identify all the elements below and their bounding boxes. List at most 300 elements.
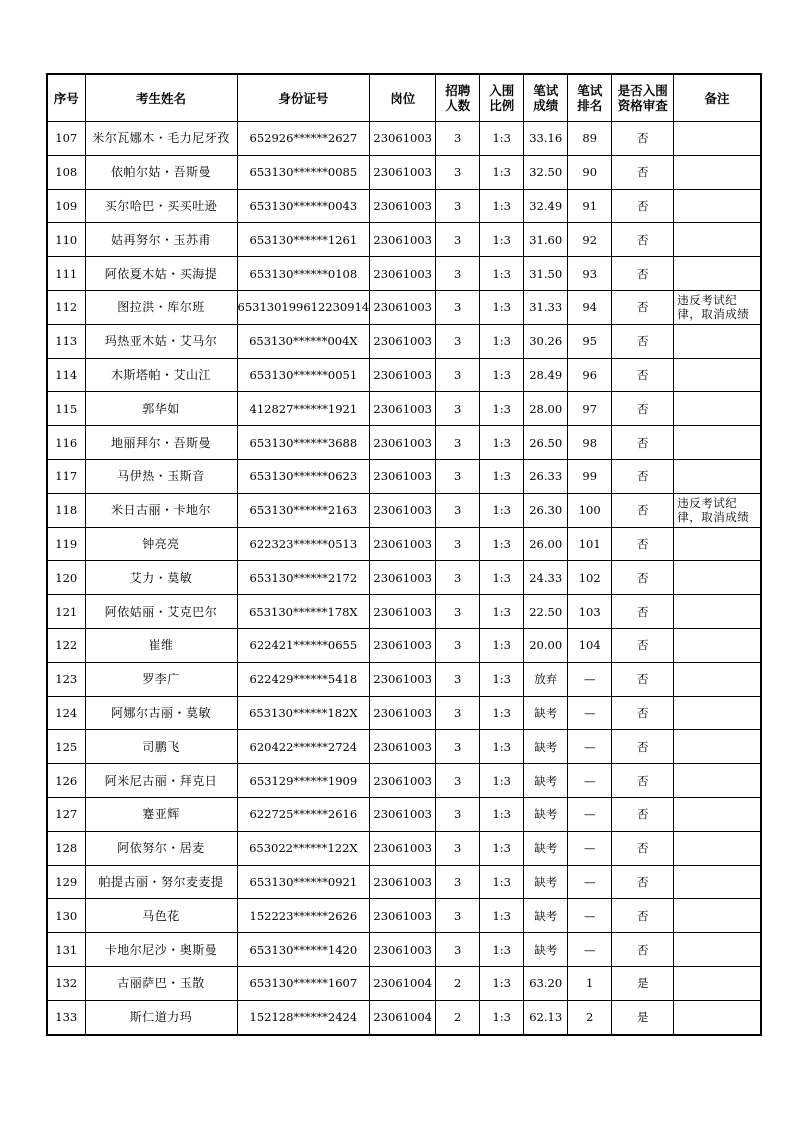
header-row (47, 74, 761, 122)
row-ratio-cell: 1:3 (480, 933, 524, 967)
table-row (47, 1000, 761, 1034)
row-ratio-cell: 1:3 (480, 1000, 524, 1034)
row-written-score-cell: 20.00 (524, 628, 568, 662)
row-hiring-count-cell: 3 (436, 358, 480, 392)
row-position-cell: 23061003 (370, 392, 436, 426)
row-qualified-cell: 否 (612, 628, 674, 662)
row-ratio-cell: 1:3 (480, 493, 524, 527)
row-seq-cell: 108 (47, 155, 85, 189)
row-id-number-cell: 653130******2163 (237, 493, 370, 527)
row-hiring-count-cell: 3 (436, 223, 480, 257)
row-written-rank-cell: 104 (568, 628, 612, 662)
row-ratio-cell: 1:3 (480, 527, 524, 561)
row-seq-cell: 128 (47, 831, 85, 865)
row-written-rank-cell: — (568, 899, 612, 933)
row-remark-cell (674, 764, 761, 798)
row-written-rank-cell: 95 (568, 324, 612, 358)
row-position-cell: 23061003 (370, 493, 436, 527)
row-hiring-count-cell: 3 (436, 561, 480, 595)
row-hiring-count-cell: 3 (436, 324, 480, 358)
row-name-cell: 玛热亚木姑・艾马尔 (85, 324, 237, 358)
row-seq-cell: 127 (47, 797, 85, 831)
header-ratio: 入围 比例 (480, 74, 524, 122)
row-remark-cell (674, 223, 761, 257)
table-row (47, 155, 761, 189)
row-qualified-cell: 否 (612, 527, 674, 561)
row-qualified-cell: 否 (612, 290, 674, 324)
row-name-cell: 米尔瓦娜木・毛力尼牙孜 (85, 122, 237, 156)
row-written-score-cell: 26.33 (524, 459, 568, 493)
row-position-cell: 23061003 (370, 561, 436, 595)
row-ratio-cell: 1:3 (480, 358, 524, 392)
row-id-number-cell: 622421******0655 (237, 628, 370, 662)
row-position-cell: 23061004 (370, 1000, 436, 1034)
row-ratio-cell: 1:3 (480, 122, 524, 156)
row-ratio-cell: 1:3 (480, 459, 524, 493)
row-qualified-cell: 否 (612, 122, 674, 156)
row-id-number-cell: 622725******2616 (237, 797, 370, 831)
header-qualified: 是否入围 资格审查 (612, 74, 674, 122)
row-seq-cell: 122 (47, 628, 85, 662)
row-name-cell: 蹇亚辉 (85, 797, 237, 831)
row-id-number-cell: 152128******2424 (237, 1000, 370, 1034)
table-row (47, 966, 761, 1000)
row-name-cell: 马伊热・玉斯音 (85, 459, 237, 493)
row-written-score-cell: 22.50 (524, 595, 568, 629)
row-name-cell: 姑再努尔・玉苏甫 (85, 223, 237, 257)
row-qualified-cell: 否 (612, 189, 674, 223)
row-written-rank-cell: 98 (568, 426, 612, 460)
row-hiring-count-cell: 3 (436, 628, 480, 662)
row-remark-cell (674, 358, 761, 392)
row-name-cell: 艾力・莫敏 (85, 561, 237, 595)
row-remark-cell: 违反考试纪律，取消成绩 (674, 290, 761, 324)
row-written-rank-cell: 89 (568, 122, 612, 156)
row-written-rank-cell: — (568, 696, 612, 730)
row-seq-cell: 129 (47, 865, 85, 899)
row-hiring-count-cell: 3 (436, 933, 480, 967)
row-ratio-cell: 1:3 (480, 730, 524, 764)
row-qualified-cell: 否 (612, 595, 674, 629)
row-written-score-cell: 24.33 (524, 561, 568, 595)
row-written-rank-cell: — (568, 933, 612, 967)
table-row (47, 122, 761, 156)
table-row (47, 290, 761, 324)
row-position-cell: 23061003 (370, 223, 436, 257)
table-row (47, 223, 761, 257)
row-id-number-cell: 653130******1261 (237, 223, 370, 257)
row-ratio-cell: 1:3 (480, 223, 524, 257)
row-written-score-cell: 缺考 (524, 865, 568, 899)
row-hiring-count-cell: 2 (436, 966, 480, 1000)
row-written-rank-cell: — (568, 865, 612, 899)
row-position-cell: 23061003 (370, 189, 436, 223)
row-id-number-cell: 622323******0513 (237, 527, 370, 561)
row-ratio-cell: 1:3 (480, 561, 524, 595)
row-seq-cell: 118 (47, 493, 85, 527)
row-qualified-cell: 否 (612, 797, 674, 831)
row-position-cell: 23061003 (370, 797, 436, 831)
table-row (47, 392, 761, 426)
row-name-cell: 阿依姑丽・艾克巴尔 (85, 595, 237, 629)
row-id-number-cell: 412827******1921 (237, 392, 370, 426)
row-name-cell: 崔维 (85, 628, 237, 662)
row-position-cell: 23061003 (370, 595, 436, 629)
row-id-number-cell: 653130******3688 (237, 426, 370, 460)
row-id-number-cell: 653130******2172 (237, 561, 370, 595)
table-row (47, 933, 761, 967)
row-written-rank-cell: — (568, 797, 612, 831)
row-hiring-count-cell: 3 (436, 865, 480, 899)
row-written-score-cell: 28.00 (524, 392, 568, 426)
row-remark-cell (674, 527, 761, 561)
row-qualified-cell: 否 (612, 392, 674, 426)
row-id-number-cell: 653130199612230914 (237, 290, 370, 324)
row-written-score-cell: 33.16 (524, 122, 568, 156)
table-row (47, 730, 761, 764)
row-qualified-cell: 否 (612, 696, 674, 730)
row-id-number-cell: 622429******5418 (237, 662, 370, 696)
row-qualified-cell: 否 (612, 223, 674, 257)
table-row (47, 865, 761, 899)
row-id-number-cell: 653130******182X (237, 696, 370, 730)
row-written-score-cell: 32.49 (524, 189, 568, 223)
row-written-score-cell: 缺考 (524, 730, 568, 764)
row-remark-cell (674, 865, 761, 899)
row-hiring-count-cell: 2 (436, 1000, 480, 1034)
row-qualified-cell: 否 (612, 561, 674, 595)
row-position-cell: 23061003 (370, 324, 436, 358)
row-hiring-count-cell: 3 (436, 831, 480, 865)
row-hiring-count-cell: 3 (436, 155, 480, 189)
row-hiring-count-cell: 3 (436, 392, 480, 426)
row-id-number-cell: 653130******0051 (237, 358, 370, 392)
row-written-rank-cell: 103 (568, 595, 612, 629)
row-position-cell: 23061003 (370, 696, 436, 730)
row-name-cell: 阿娜尔古丽・莫敏 (85, 696, 237, 730)
row-remark-cell (674, 426, 761, 460)
row-ratio-cell: 1:3 (480, 628, 524, 662)
row-id-number-cell: 653130******004X (237, 324, 370, 358)
row-name-cell: 依帕尔姑・吾斯曼 (85, 155, 237, 189)
row-hiring-count-cell: 3 (436, 122, 480, 156)
row-remark-cell (674, 392, 761, 426)
row-seq-cell: 132 (47, 966, 85, 1000)
row-qualified-cell: 否 (612, 662, 674, 696)
row-qualified-cell: 否 (612, 730, 674, 764)
row-written-rank-cell: 92 (568, 223, 612, 257)
row-written-score-cell: 26.00 (524, 527, 568, 561)
row-written-rank-cell: — (568, 831, 612, 865)
row-position-cell: 23061003 (370, 764, 436, 798)
row-qualified-cell: 否 (612, 493, 674, 527)
row-ratio-cell: 1:3 (480, 189, 524, 223)
row-ratio-cell: 1:3 (480, 290, 524, 324)
table-row (47, 696, 761, 730)
row-id-number-cell: 653130******0623 (237, 459, 370, 493)
row-hiring-count-cell: 3 (436, 696, 480, 730)
row-written-score-cell: 缺考 (524, 899, 568, 933)
row-ratio-cell: 1:3 (480, 899, 524, 933)
row-written-score-cell: 30.26 (524, 324, 568, 358)
table-row (47, 797, 761, 831)
row-hiring-count-cell: 3 (436, 189, 480, 223)
header-hiring-count: 招聘 人数 (436, 74, 480, 122)
row-position-cell: 23061003 (370, 122, 436, 156)
header-seq: 序号 (47, 74, 85, 122)
row-written-score-cell: 26.50 (524, 426, 568, 460)
row-qualified-cell: 是 (612, 966, 674, 1000)
row-hiring-count-cell: 3 (436, 459, 480, 493)
row-ratio-cell: 1:3 (480, 392, 524, 426)
results-table (46, 73, 762, 1036)
row-remark-cell (674, 189, 761, 223)
row-written-score-cell: 缺考 (524, 696, 568, 730)
row-seq-cell: 115 (47, 392, 85, 426)
row-remark-cell (674, 797, 761, 831)
row-remark-cell (674, 933, 761, 967)
row-seq-cell: 126 (47, 764, 85, 798)
row-qualified-cell: 否 (612, 426, 674, 460)
row-ratio-cell: 1:3 (480, 324, 524, 358)
row-name-cell: 帕提古丽・努尔麦麦提 (85, 865, 237, 899)
table-row (47, 189, 761, 223)
table-row (47, 459, 761, 493)
row-position-cell: 23061003 (370, 358, 436, 392)
row-ratio-cell: 1:3 (480, 966, 524, 1000)
row-position-cell: 23061003 (370, 662, 436, 696)
table-row (47, 561, 761, 595)
row-written-score-cell: 32.50 (524, 155, 568, 189)
row-ratio-cell: 1:3 (480, 155, 524, 189)
row-hiring-count-cell: 3 (436, 662, 480, 696)
row-written-score-cell: 缺考 (524, 797, 568, 831)
row-remark-cell (674, 122, 761, 156)
row-seq-cell: 133 (47, 1000, 85, 1034)
table-row (47, 527, 761, 561)
row-ratio-cell: 1:3 (480, 764, 524, 798)
row-position-cell: 23061003 (370, 290, 436, 324)
row-name-cell: 图拉洪・库尔班 (85, 290, 237, 324)
row-name-cell: 阿依夏木姑・买海提 (85, 257, 237, 291)
header-written-score: 笔试 成绩 (524, 74, 568, 122)
row-remark-cell (674, 831, 761, 865)
row-id-number-cell: 653130******1420 (237, 933, 370, 967)
row-written-score-cell: 31.60 (524, 223, 568, 257)
row-hiring-count-cell: 3 (436, 899, 480, 933)
row-qualified-cell: 否 (612, 899, 674, 933)
row-name-cell: 地丽拜尔・吾斯曼 (85, 426, 237, 460)
row-written-rank-cell: 93 (568, 257, 612, 291)
row-position-cell: 23061003 (370, 628, 436, 662)
row-id-number-cell: 653129******1909 (237, 764, 370, 798)
row-remark-cell (674, 561, 761, 595)
header-remark: 备注 (674, 74, 761, 122)
row-position-cell: 23061003 (370, 831, 436, 865)
row-position-cell: 23061003 (370, 933, 436, 967)
table-row (47, 257, 761, 291)
header-written-rank: 笔试 排名 (568, 74, 612, 122)
row-qualified-cell: 否 (612, 459, 674, 493)
row-remark-cell (674, 730, 761, 764)
row-position-cell: 23061003 (370, 865, 436, 899)
row-written-score-cell: 放弃 (524, 662, 568, 696)
header-position: 岗位 (370, 74, 436, 122)
row-ratio-cell: 1:3 (480, 696, 524, 730)
row-seq-cell: 125 (47, 730, 85, 764)
row-name-cell: 阿依努尔・居麦 (85, 831, 237, 865)
row-hiring-count-cell: 3 (436, 426, 480, 460)
row-id-number-cell: 620422******2724 (237, 730, 370, 764)
row-ratio-cell: 1:3 (480, 797, 524, 831)
row-remark-cell (674, 899, 761, 933)
row-qualified-cell: 否 (612, 257, 674, 291)
row-qualified-cell: 否 (612, 324, 674, 358)
row-written-score-cell: 31.33 (524, 290, 568, 324)
row-seq-cell: 123 (47, 662, 85, 696)
row-position-cell: 23061003 (370, 527, 436, 561)
table-row (47, 831, 761, 865)
row-remark-cell (674, 257, 761, 291)
row-seq-cell: 124 (47, 696, 85, 730)
row-seq-cell: 121 (47, 595, 85, 629)
table-row (47, 899, 761, 933)
row-remark-cell (674, 595, 761, 629)
row-seq-cell: 107 (47, 122, 85, 156)
row-remark-cell (674, 662, 761, 696)
row-seq-cell: 114 (47, 358, 85, 392)
row-position-cell: 23061004 (370, 966, 436, 1000)
table-body (47, 122, 761, 1035)
row-seq-cell: 116 (47, 426, 85, 460)
row-written-rank-cell: 91 (568, 189, 612, 223)
row-ratio-cell: 1:3 (480, 595, 524, 629)
header-id-number: 身份证号 (237, 74, 370, 122)
row-ratio-cell: 1:3 (480, 831, 524, 865)
row-hiring-count-cell: 3 (436, 797, 480, 831)
row-id-number-cell: 152223******2626 (237, 899, 370, 933)
row-seq-cell: 130 (47, 899, 85, 933)
row-written-rank-cell: 90 (568, 155, 612, 189)
row-id-number-cell: 652926******2627 (237, 122, 370, 156)
row-name-cell: 司鹏飞 (85, 730, 237, 764)
row-written-rank-cell: 100 (568, 493, 612, 527)
row-seq-cell: 109 (47, 189, 85, 223)
table-row (47, 358, 761, 392)
row-written-score-cell: 26.30 (524, 493, 568, 527)
table-row (47, 628, 761, 662)
row-remark-cell (674, 324, 761, 358)
row-seq-cell: 117 (47, 459, 85, 493)
row-qualified-cell: 否 (612, 155, 674, 189)
row-position-cell: 23061003 (370, 257, 436, 291)
row-written-rank-cell: — (568, 730, 612, 764)
row-position-cell: 23061003 (370, 730, 436, 764)
row-ratio-cell: 1:3 (480, 257, 524, 291)
row-written-score-cell: 缺考 (524, 933, 568, 967)
row-id-number-cell: 653130******0043 (237, 189, 370, 223)
row-ratio-cell: 1:3 (480, 662, 524, 696)
row-remark-cell (674, 155, 761, 189)
row-name-cell: 买尔哈巴・买买吐逊 (85, 189, 237, 223)
row-name-cell: 米日古丽・卡地尔 (85, 493, 237, 527)
row-id-number-cell: 653130******1607 (237, 966, 370, 1000)
row-seq-cell: 131 (47, 933, 85, 967)
row-hiring-count-cell: 3 (436, 730, 480, 764)
row-position-cell: 23061003 (370, 155, 436, 189)
table-row (47, 426, 761, 460)
row-hiring-count-cell: 3 (436, 595, 480, 629)
row-id-number-cell: 653022******122X (237, 831, 370, 865)
row-written-rank-cell: 2 (568, 1000, 612, 1034)
row-name-cell: 斯仁道力玛 (85, 1000, 237, 1034)
row-qualified-cell: 否 (612, 831, 674, 865)
row-written-rank-cell: 1 (568, 966, 612, 1000)
row-written-rank-cell: — (568, 662, 612, 696)
row-name-cell: 马色花 (85, 899, 237, 933)
row-remark-cell (674, 966, 761, 1000)
row-hiring-count-cell: 3 (436, 764, 480, 798)
row-written-rank-cell: 94 (568, 290, 612, 324)
row-name-cell: 郭华如 (85, 392, 237, 426)
row-remark-cell (674, 696, 761, 730)
row-name-cell: 阿米尼古丽・拜克日 (85, 764, 237, 798)
row-remark-cell (674, 1000, 761, 1034)
row-remark-cell (674, 628, 761, 662)
table-row (47, 764, 761, 798)
row-remark-cell (674, 459, 761, 493)
table-row (47, 493, 761, 527)
row-seq-cell: 120 (47, 561, 85, 595)
row-ratio-cell: 1:3 (480, 426, 524, 460)
table-row (47, 595, 761, 629)
row-hiring-count-cell: 3 (436, 527, 480, 561)
row-hiring-count-cell: 3 (436, 257, 480, 291)
row-written-score-cell: 28.49 (524, 358, 568, 392)
row-name-cell: 罗李广 (85, 662, 237, 696)
row-seq-cell: 110 (47, 223, 85, 257)
row-id-number-cell: 653130******0085 (237, 155, 370, 189)
row-written-rank-cell: 96 (568, 358, 612, 392)
row-qualified-cell: 否 (612, 865, 674, 899)
row-written-score-cell: 62.13 (524, 1000, 568, 1034)
row-seq-cell: 112 (47, 290, 85, 324)
row-written-rank-cell: 102 (568, 561, 612, 595)
row-qualified-cell: 是 (612, 1000, 674, 1034)
row-written-score-cell: 缺考 (524, 764, 568, 798)
row-written-score-cell: 63.20 (524, 966, 568, 1000)
row-written-rank-cell: 99 (568, 459, 612, 493)
row-qualified-cell: 否 (612, 933, 674, 967)
row-qualified-cell: 否 (612, 764, 674, 798)
row-remark-cell: 违反考试纪律，取消成绩 (674, 493, 761, 527)
row-ratio-cell: 1:3 (480, 865, 524, 899)
row-id-number-cell: 653130******0921 (237, 865, 370, 899)
row-id-number-cell: 653130******0108 (237, 257, 370, 291)
row-seq-cell: 111 (47, 257, 85, 291)
row-written-rank-cell: 97 (568, 392, 612, 426)
table-row (47, 662, 761, 696)
row-written-score-cell: 31.50 (524, 257, 568, 291)
row-position-cell: 23061003 (370, 459, 436, 493)
table-row (47, 324, 761, 358)
row-position-cell: 23061003 (370, 899, 436, 933)
row-written-rank-cell: — (568, 764, 612, 798)
row-seq-cell: 113 (47, 324, 85, 358)
row-name-cell: 卡地尔尼沙・奥斯曼 (85, 933, 237, 967)
header-name: 考生姓名 (85, 74, 237, 122)
row-hiring-count-cell: 3 (436, 290, 480, 324)
